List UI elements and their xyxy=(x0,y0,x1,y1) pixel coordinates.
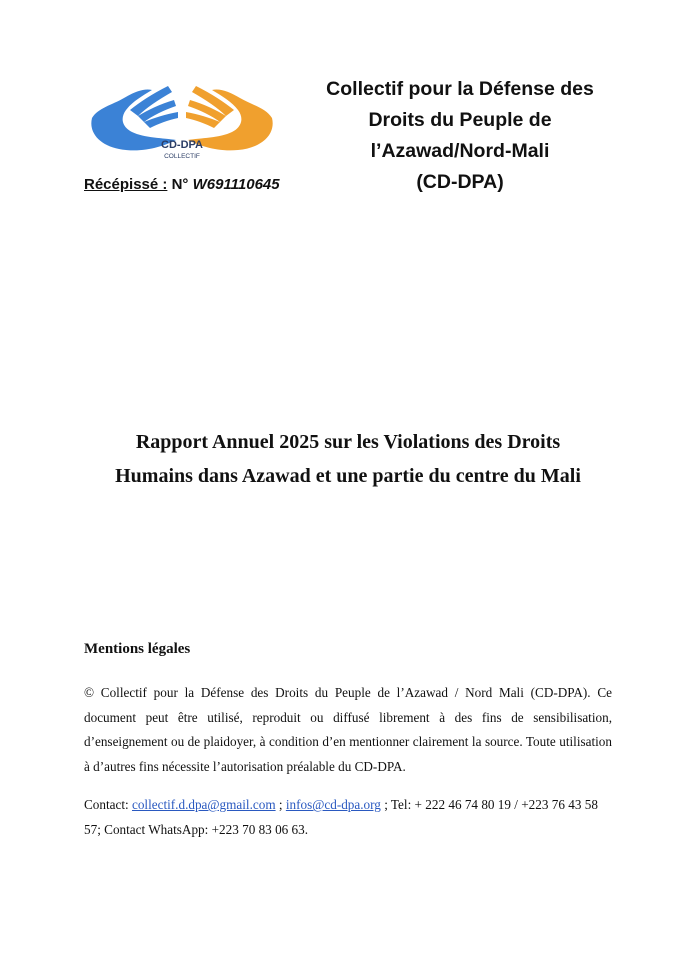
hands-logo-icon xyxy=(86,72,278,164)
legal-text: © Collectif pour la Défense des Droits du Peuple de l’Azawad / Nord Mali (CD-DPA). Ce document peut être utilisé, reproduit ou diffusé librement à des fins de sensibilisation, d’enseignement ou de plaidoyer, à condition d’en mentionner clairement la source. Toute utilisation à d’autres fins nécessite l’autorisation préalable du CD-DPA. xyxy=(84,685,612,774)
org-line: l’Azawad/Nord-Mali xyxy=(370,140,550,162)
organization-name xyxy=(298,74,622,198)
email-link-2[interactable]: infos@cd-dpa.org xyxy=(285,797,381,812)
report-title xyxy=(40,425,656,493)
cd-dpa-logo xyxy=(86,72,278,164)
contact-label: Contact: xyxy=(84,797,129,812)
receipt-label: Récépissé : xyxy=(84,176,168,193)
org-line: Collectif pour la Défense des xyxy=(326,78,594,100)
org-line: (CD-DPA) xyxy=(416,171,504,193)
title-line: Rapport Annuel 2025 sur les Violations des Droits xyxy=(135,431,561,453)
title-line: Humains dans Azawad et une partie du centre du Mali xyxy=(115,465,581,487)
logo-text: CD-DPA xyxy=(161,139,203,151)
receipt-prefix: N° xyxy=(171,176,189,193)
contact-separator: ; xyxy=(278,797,283,812)
legal-heading: Mentions légales xyxy=(84,641,191,657)
receipt-number xyxy=(84,176,280,193)
contact-info xyxy=(84,792,612,842)
org-line: Droits du Peuple de xyxy=(368,109,552,131)
receipt-value: W691110645 xyxy=(192,176,280,193)
contact-phones: ; Tel: + 222 46 74 80 19 / +223 76 43 58 57; Contact WhatsApp: +223 70 83 06 63. xyxy=(84,797,598,837)
email-link-1[interactable]: collectif.d.dpa@gmail.com xyxy=(131,797,276,812)
logo-subtext: COLLECTIF xyxy=(164,153,200,160)
